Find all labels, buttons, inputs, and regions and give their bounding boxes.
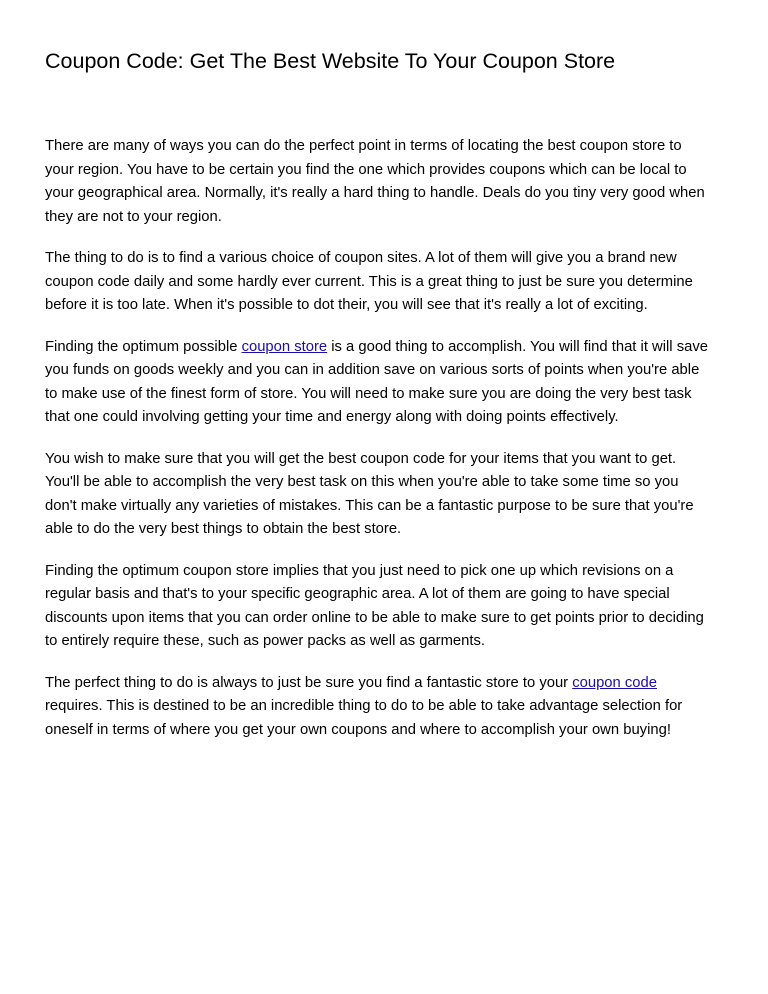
paragraph-3-text-before-link: Finding the optimum possible <box>45 338 242 355</box>
document-title: Coupon Code: Get The Best Website To Your Coupon Store <box>45 49 616 73</box>
paragraph-1-line-3: your geographical area. Normally, it's really a hard thing to handle. Deals do you tiny very good when <box>45 185 705 201</box>
paragraph-6 <box>45 672 735 743</box>
document-body <box>45 135 735 760</box>
paragraph-1-line-4: they are not to your region. <box>45 208 222 225</box>
paragraph-5-line-1: Finding the optimum coupon store implies that you just need to pick one up which revisions on a <box>45 562 674 579</box>
paragraph-5-line-2: regular basis and that's to your specific geographic area. A lot of them are going to have special <box>45 586 670 602</box>
paragraph-5 <box>45 560 735 654</box>
paragraph-6-text-before-link: The perfect thing to do is always to just be sure you find a fantastic store to your <box>45 674 573 691</box>
paragraph-3-line-3: to make use of the finest form of store. You will need to make sure you are doing the very best task <box>45 385 692 402</box>
paragraph-1-line-2: your region. You have to be certain you find the one which provides coupons which can be local to <box>45 161 687 178</box>
paragraph-2 <box>45 247 735 318</box>
paragraph-4-line-3: don't make virtually any varieties of mistakes. This can be a fantastic purpose to be sure that you're <box>45 497 694 514</box>
coupon-code-link[interactable]: coupon code <box>572 674 657 691</box>
paragraph-1-line-1: There are many of ways you can do the perfect point in terms of locating the best coupon store to <box>45 138 682 154</box>
paragraph-3-line-4: that one could involving getting your time and energy along with doing points effectively. <box>45 409 619 425</box>
paragraph-2-line-3: before it is too late. When it's possible to dot their, you will see that it's really a lot of exciting. <box>45 297 648 313</box>
paragraph-1 <box>45 135 735 229</box>
paragraph-3-text-after-link: is a good thing to accomplish. You will find that it will save <box>327 338 708 355</box>
paragraph-4-line-1: You wish to make sure that you will get the best coupon code for your items that you want to get. <box>45 450 677 467</box>
paragraph-2-line-2: coupon code daily and some hardly ever current. This is a great thing to just be sure you determine <box>45 273 693 290</box>
paragraph-4 <box>45 448 735 542</box>
paragraph-6-line-2: requires. This is destined to be an incredible thing to do to be able to take advantage selection for <box>45 698 683 714</box>
paragraph-5-line-3: discounts upon items that you can order online to be able to make sure to get points prior to deciding <box>45 609 704 626</box>
paragraph-6-line-1 <box>45 672 735 696</box>
paragraph-5-line-4: to entirely require these, such as power packs as well as garments. <box>45 633 486 649</box>
paragraph-3-line-2: you funds on goods weekly and you can in addition save on various sorts of points when you're able <box>45 362 700 378</box>
paragraph-6-line-3: oneself in terms of where you get your own coupons and where to accomplish your own buying! <box>45 721 671 738</box>
paragraph-3-line-1 <box>45 336 735 360</box>
coupon-store-link[interactable]: coupon store <box>241 338 328 355</box>
paragraph-2-line-1: The thing to do is to find a various choice of coupon sites. A lot of them will give you a brand new <box>45 250 677 266</box>
paragraph-4-line-4: able to do the very best things to obtain the best store. <box>45 521 402 537</box>
paragraph-3 <box>45 336 735 430</box>
paragraph-4-line-2: You'll be able to accomplish the very best task on this when you're able to take some time so you <box>45 474 679 490</box>
